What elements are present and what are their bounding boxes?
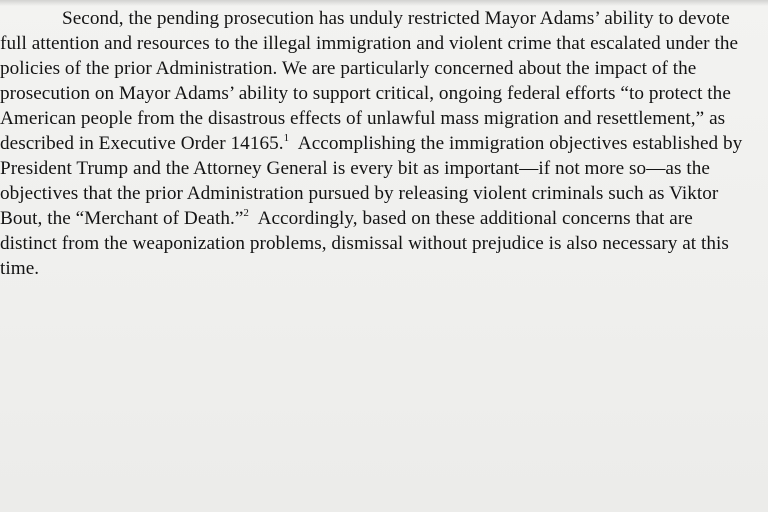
paragraph-line: full attention and resources to the illegal immigration and violent crime that escalated under the — [0, 33, 739, 54]
paragraph-line-with-footnote — [0, 131, 768, 156]
paragraph-line: distinct from the weaponization problems, dismissal without prejudice is also necessary at this — [0, 233, 729, 254]
paragraph-line: President Trump and the Attorney General is every bit as important—if not more so—as the — [0, 158, 710, 179]
body-paragraph — [0, 6, 768, 281]
paragraph-line: time. — [0, 258, 40, 279]
line-text: Accomplishing the immigration objectives established by — [289, 133, 743, 154]
line-text: Accordingly, based on these additional concerns that are — [248, 208, 693, 229]
footnote-ref-1[interactable]: 1 — [283, 131, 290, 144]
paragraph-line: prosecution on Mayor Adams’ ability to support critical, ongoing federal efforts “to protect the — [0, 83, 731, 104]
line-text: described in Executive Order 14165. — [0, 133, 284, 154]
paragraph-line: Second, the pending prosecution has unduly restricted Mayor Adams’ ability to devote — [62, 8, 730, 29]
paragraph-line: objectives that the prior Administration pursued by releasing violent criminals such as Viktor — [0, 183, 719, 204]
paragraph-line-with-footnote — [0, 206, 768, 231]
footnote-ref-2[interactable]: 2 — [243, 206, 249, 219]
paragraph-line: American people from the disastrous effects of unlawful mass migration and resettlement,” as — [0, 108, 726, 129]
paragraph-line: policies of the prior Administration. We are particularly concerned about the impact of the — [0, 58, 697, 79]
line-text: Bout, the “Merchant of Death.” — [0, 208, 244, 229]
